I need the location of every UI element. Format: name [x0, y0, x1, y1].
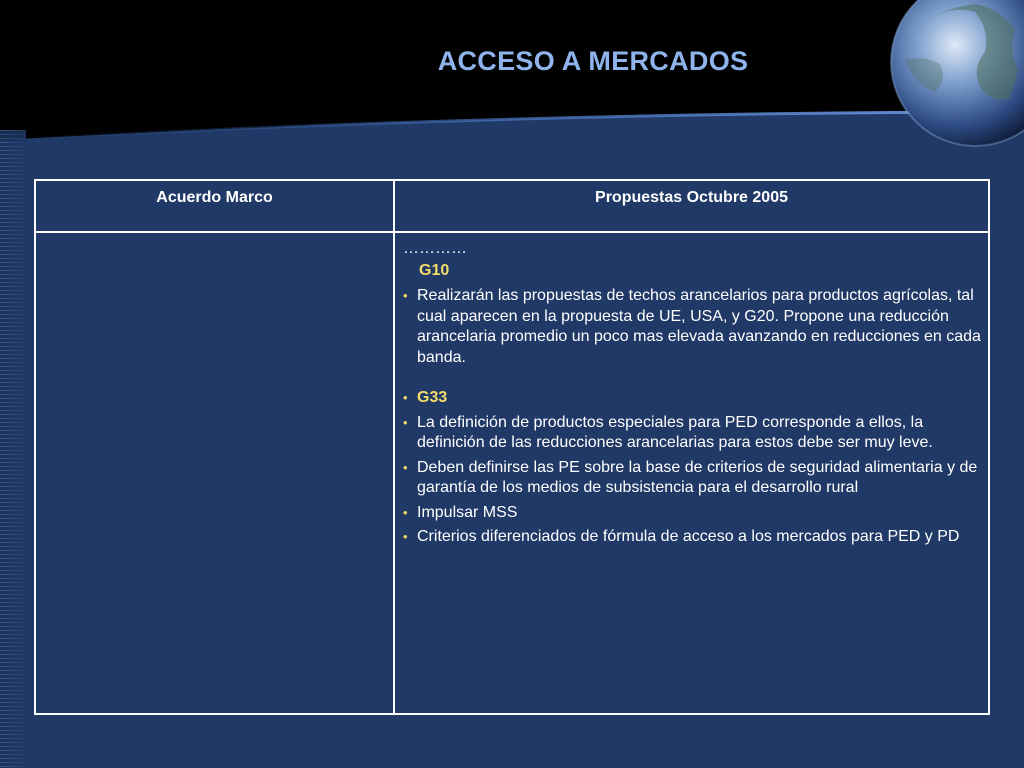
bullet-dot-icon: • — [403, 288, 408, 303]
bullet-text: Deben definirse las PE sobre la base de criterios de seguridad alimentaria y de garantía de los medios de subsistencia para el desarrollo rural — [417, 458, 978, 496]
bullet-text: Impulsar MSS — [417, 503, 518, 521]
comparison-table — [34, 179, 990, 715]
list-item — [403, 527, 983, 548]
ellipsis-text: ………… — [403, 240, 467, 257]
bullet-text: La definición de productos especiales para PED corresponde a ellos, la definición de las reducciones arancelarias para estos debe ser muy leve. — [417, 413, 933, 451]
list-item — [403, 503, 983, 524]
group-label-g10: G10 — [419, 261, 450, 279]
column-divider — [393, 181, 395, 713]
bullet-text: Criterios diferenciados de fórmula de acceso a los mercados para PED y PD — [417, 528, 960, 545]
list-item — [403, 458, 983, 499]
list-item — [403, 413, 983, 454]
decorative-stripe-rail — [0, 130, 26, 768]
bullet-dot-icon: • — [403, 459, 408, 475]
bullet-text: Realizarán las propuestas de techos arancelarios para productos agrícolas, tal cual aparecen en la propuesta de UE, USA, y G20. Propone una reducción arancelaria promedio un poco mas elevada avanzando en reducciones en cada banda. — [417, 287, 981, 366]
column-header-acuerdo-marco: Acuerdo Marco — [156, 189, 273, 206]
bullet-dot-icon: • — [403, 390, 408, 405]
list-item — [403, 286, 983, 368]
propuestas-cell — [403, 239, 983, 552]
bullet-dot-icon: • — [403, 414, 408, 430]
bullet-dot-icon: • — [403, 504, 408, 520]
acuerdo-marco-cell — [36, 233, 393, 713]
group-label-g33: G33 — [417, 389, 448, 406]
bullet-dot-icon: • — [403, 529, 408, 544]
slide-title: ACCESO A MERCADOS — [437, 46, 749, 76]
list-item — [403, 388, 983, 409]
column-header-propuestas: Propuestas Octubre 2005 — [595, 189, 788, 206]
